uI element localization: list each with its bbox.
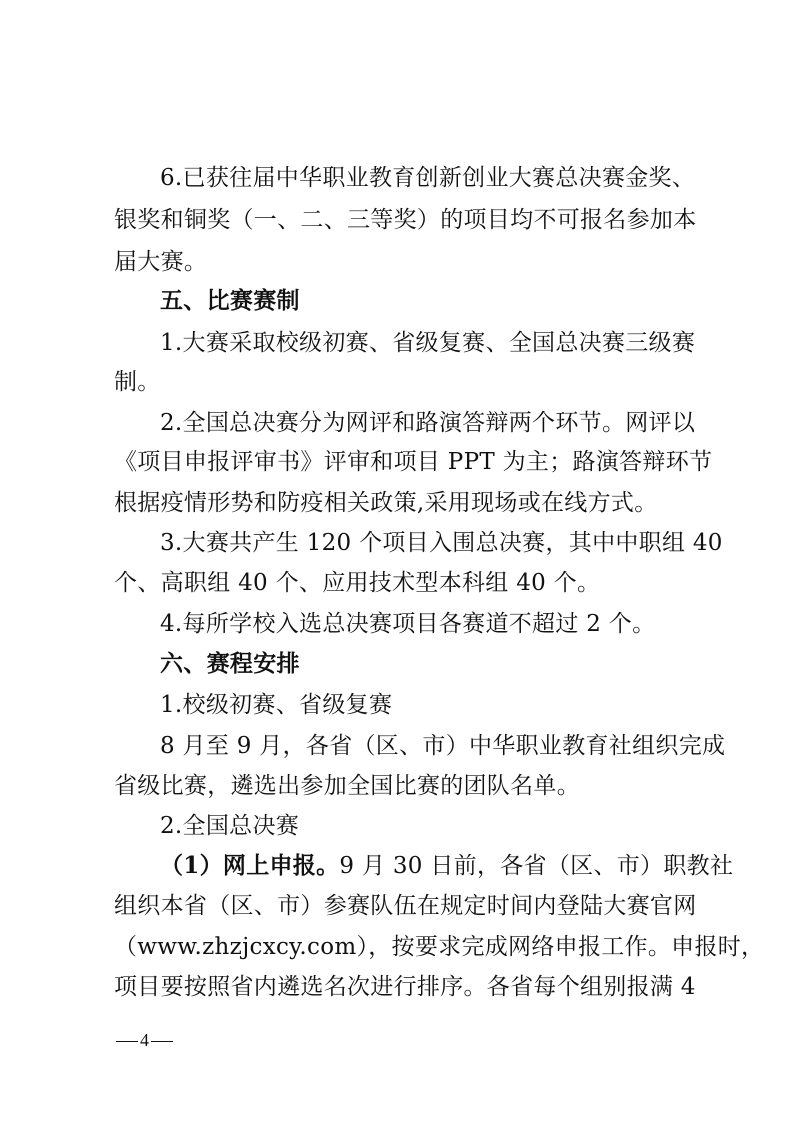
paragraph-line: 个、高职组 40 个、应用技术型本科组 40 个。 (114, 570, 601, 596)
paragraph-line (160, 846, 733, 886)
paragraph-line: 制。 (114, 369, 161, 395)
paragraph-line: （www.zhzjcxcy.com），按要求完成网络申报工作。申报时， (114, 934, 765, 960)
paragraph-line: 《项目申报评审书》评审和项目 PPT 为主；路演答辩环节 (114, 449, 713, 475)
paragraph-line: 8 月至 9 月，各省（区、市）中华职业教育社组织完成 (160, 733, 726, 759)
online-application-text: 9 月 30 日前，各省（区、市）职教社 (339, 853, 734, 879)
paragraph-line: 1.大赛采取校级初赛、省级复赛、全国总决赛三级赛 (160, 330, 696, 356)
subheading-line: 1.校级初赛、省级复赛 (160, 692, 393, 718)
section-heading-schedule: 六、赛程安排 (160, 651, 300, 677)
paragraph-line: 省级比赛，遴选出参加全国比赛的团队名单。 (114, 773, 580, 799)
paragraph-line: 6.已获往届中华职业教育创新创业大赛总决赛金奖、 (160, 165, 696, 191)
paragraph-line: 3.大赛共产生 120 个项目入围总决赛，其中中职组 40 (160, 530, 723, 556)
section-heading-competition-format: 五、比赛赛制 (160, 288, 300, 314)
page-footer (114, 1028, 175, 1052)
paragraph-line: 银奖和铜奖（一、二、三等奖）的项目均不可报名参加本 (114, 207, 697, 233)
page-number: 4 (140, 1030, 149, 1050)
footer-dash-left (116, 1041, 138, 1042)
subheading-line: 2.全国总决赛 (160, 813, 300, 839)
paragraph-line: 根据疫情形势和防疫相关政策,采用现场或在线方式。 (114, 490, 658, 516)
footer-dash-right (151, 1041, 173, 1042)
paragraph-line: 届大赛。 (114, 249, 208, 275)
paragraph-line: 2.全国总决赛分为网评和路演答辩两个环节。网评以 (160, 410, 696, 436)
paragraph-line: 项目要按照省内遴选名次进行排序。各省每个组别报满 4 (114, 974, 696, 1000)
online-application-label: （1）网上申报。 (160, 852, 340, 879)
paragraph-line: 组织本省（区、市）参赛队伍在规定时间内登陆大赛官网 (114, 893, 697, 919)
paragraph-line: 4.每所学校入选总决赛项目各赛道不超过 2 个。 (160, 611, 656, 637)
